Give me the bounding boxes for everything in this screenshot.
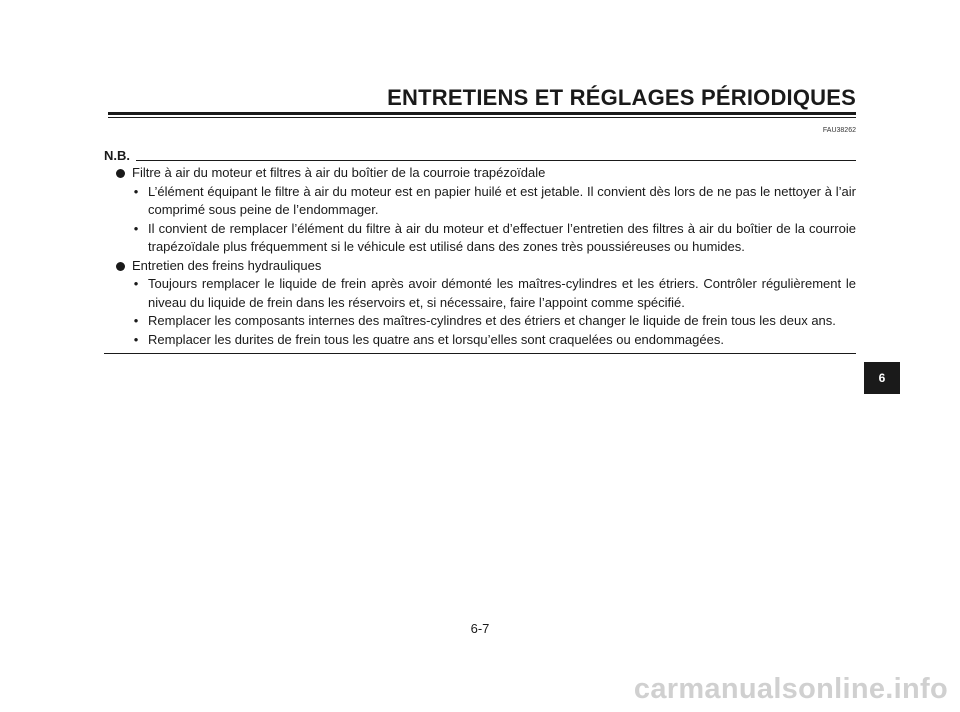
note-item-air-filter [104, 164, 856, 257]
page-number: 6-7 [470, 621, 490, 636]
watermark: carmanualsonline.info [633, 673, 948, 705]
sub-item-text: L’élément équipant le filtre à air du moteur est en papier huilé et est jetable. Il convient dès lors de ne pas le nettoyer à l’air comprimé sous peine de l’endommager. [148, 183, 856, 217]
sub-bullet-icon: • [133, 313, 139, 328]
document-code: FAU38262 [822, 127, 856, 134]
note-list [104, 164, 856, 349]
sub-list [132, 275, 856, 349]
sub-bullet-icon: • [133, 331, 139, 347]
title-rule-thin [108, 117, 856, 118]
sub-item [130, 331, 856, 350]
bullet-dot-icon [116, 169, 125, 178]
sub-bullet-icon: • [133, 220, 139, 236]
sub-bullet-icon: • [133, 276, 139, 291]
note-header-rule [136, 160, 856, 161]
note-item-text: Filtre à air du moteur et filtres à air du boîtier de la courroie trapézoïdale [132, 165, 546, 180]
page-title: ENTRETIENS ET RÉGLAGES PÉRIODIQUES [387, 85, 856, 110]
sub-item [130, 275, 856, 312]
note-header [104, 149, 856, 163]
sub-item-text: Remplacer les durites de frein tous les quatre ans et lorsqu’elles sont craquelées ou endommagées. [148, 331, 724, 347]
note-item-text: Entretien des freins hydrauliques [132, 257, 322, 273]
sub-list [132, 183, 856, 257]
sub-item [130, 183, 856, 220]
note-label: N.B. [104, 148, 130, 163]
sub-item [130, 220, 856, 257]
sub-item-text: Il convient de remplacer l’élément du filtre à air du moteur et d’effectuer l’entretien des filtres à air du boîtier de la courroie trapézoïdale plus fréquemment si le véhicule est utilisé dans des zones très poussiéreuses ou humides. [148, 220, 856, 254]
title-rule-thick [108, 112, 856, 115]
bullet-dot-icon [116, 262, 125, 271]
sub-item-text: Remplacer les composants internes des maîtres-cylindres et des étriers et changer le liquide de frein tous les deux ans. [148, 313, 836, 328]
sub-bullet-icon: • [133, 183, 139, 199]
note-block [104, 149, 856, 354]
sub-item-text: Toujours remplacer le liquide de frein après avoir démonté les maîtres-cylindres et les étriers. Contrôler régulièrement le niveau du liquide de frein dans les réservoirs et, si nécessaire, faire l’appoint comme spécifié. [148, 276, 856, 310]
note-item-brakes [104, 257, 856, 350]
sub-item [130, 312, 856, 331]
chapter-tab: 6 [864, 362, 900, 394]
note-end-rule [104, 353, 856, 354]
